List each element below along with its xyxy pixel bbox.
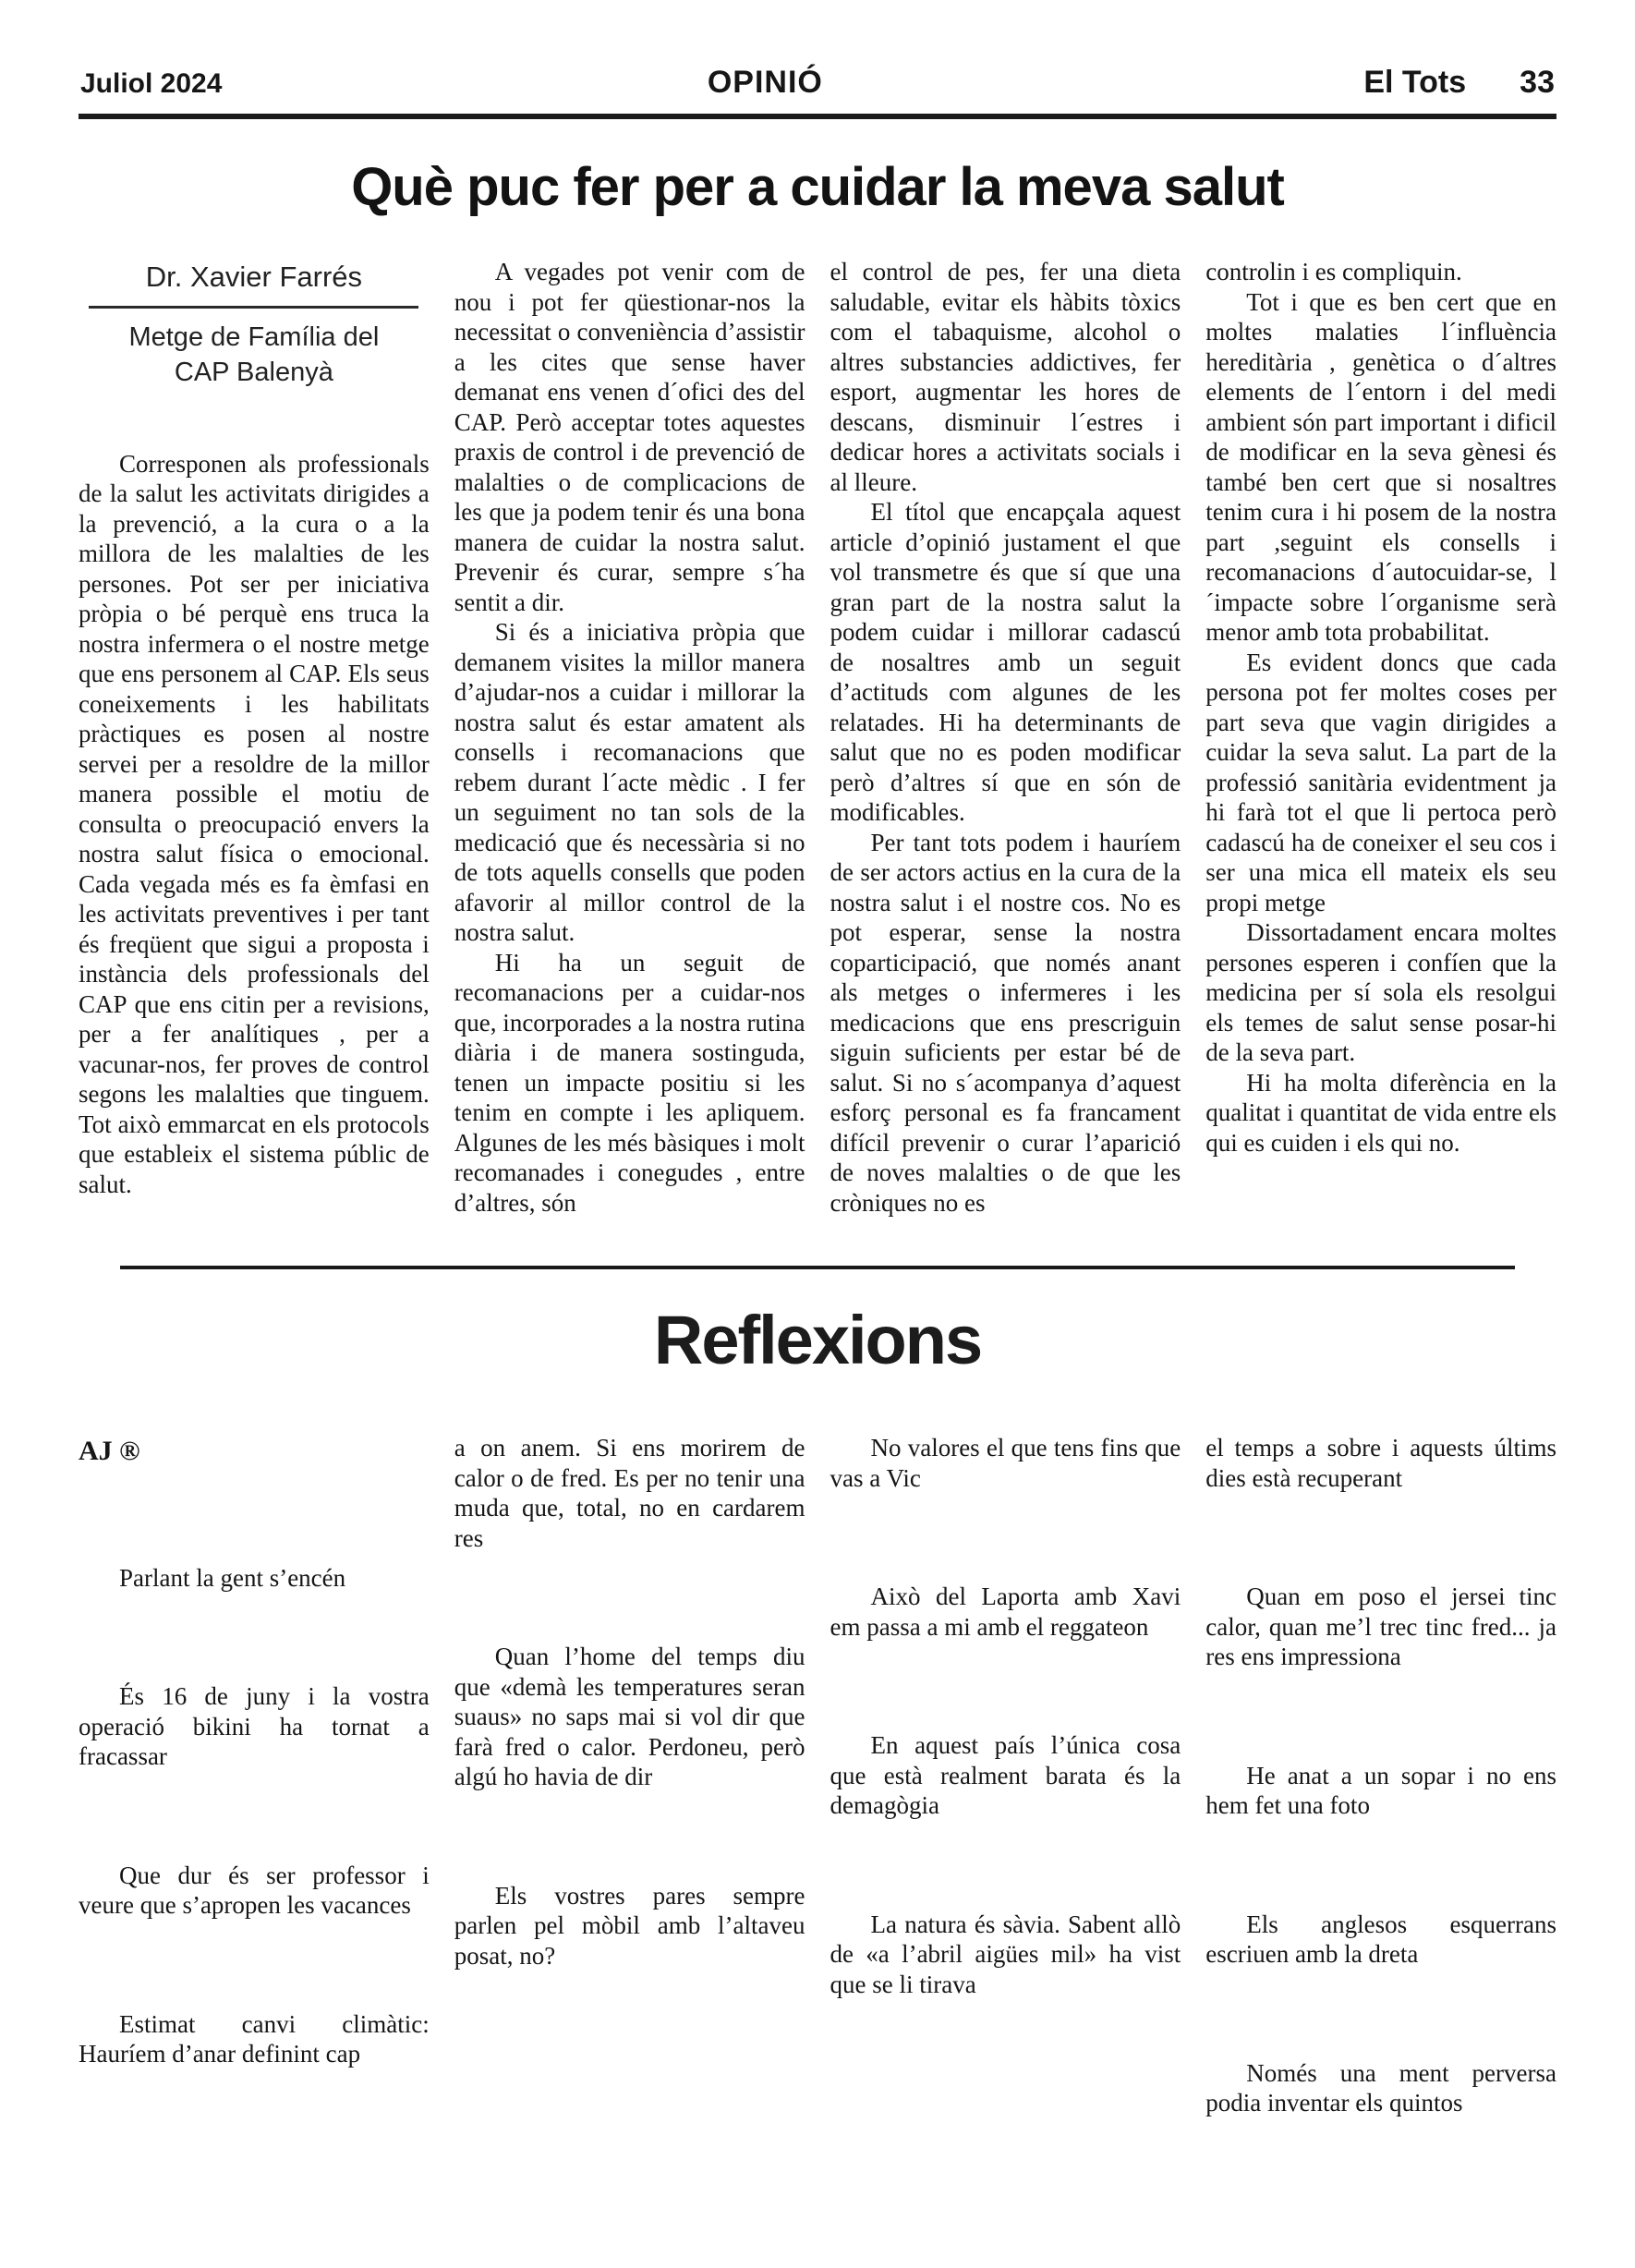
reflexions-column-3 — [830, 1433, 1181, 2207]
reflexion-item: Quan em poso el jersei tinc calor, quan me’l trec tinc fred... ja res ens impressiona — [1205, 1583, 1556, 1670]
reflexions-body — [79, 1433, 1556, 2207]
article-title: Què puc fer per a cuidar la meva salut — [351, 157, 1284, 217]
section-divider-rule — [120, 1266, 1515, 1269]
article-body — [79, 257, 1556, 1218]
reflexions-column-1 — [79, 1433, 430, 2207]
article-paragraph: El títol que encapçala aquest article d’opinió justament el que vol transmetre és que sí que una gran part de la nostra salut la podem cuidar i millorar cadascú de nosaltres amb un seguit d’actituds com algunes de les relatades. Hi ha determinants de salut que no es poden modificar però d’altres sí que en són de modificables. — [830, 498, 1181, 826]
publication-name: El Tots — [1363, 65, 1467, 100]
reflexion-item: Només una ment perversa podia inventar els quintos — [1205, 2058, 1556, 2116]
reflexion-item: Estimat canvi climàtic: Hauríem d’anar definint cap — [79, 2009, 430, 2068]
reflexion-item: el temps a sobre i aquests últims dies està recuperant — [1205, 1434, 1556, 1492]
article-paragraph: Es evident doncs que cada persona pot fer moltes coses per part seva que vagin dirigides a cuidar la seva salut. La part de la professió sanitària evidentment ja hi farà tot el que li pertoca però cadascú ha de coneixer el seu cos i ser una mica ell mateix els seu propi metge — [1205, 648, 1556, 916]
article-paragraph: Corresponen als professionals de la salut les activitats dirigides a la prevenció, a la cura o a la millora de les malalties de les persones. Pot ser per iniciativa pròpia o bé perquè ens truca la nostra infermera o el nostre metge que ens personem al CAP. Els seus coneixements i les habilitats pràctiques es posen al nostre servei per a resoldre de la millor manera possible el motiu de consulta o preocupació envers la nostra salut física o emocional. Cada vegada més es fa èmfasi en les activitats preventives i per tant és freqüent que sigui a proposta i instància dels professionals del CAP que ens citin per a revisions, per a fer analítiques , per a vacunar-nos, fer proves de control segons les malalties que tinguem. Tot això emmarcat en els protocols que estableix el sistema públic de salut. — [79, 449, 430, 1198]
article-paragraph: el control de pes, fer una dieta saludable, evitar els hàbits tòxics com el tabaquisme, alcohol o altres substancies addictives, fer esport, augmentar les hores de descans, disminuir l´estres i dedicar hores a activitats socials i al lleure. — [830, 258, 1181, 496]
article-paragraph: Per tant tots podem i hauríem de ser actors actius en la cura de la nostra salut i el nostre cos. No es pot esperar, sense la nostra coparticipació, que només anant als metges o infermeres i les medicacions que ens prescriguin siguin suficients per estar bé de salut. Si no s´acompanya d’aquest esforç personal es fa francament difícil prevenir o curar l’aparició de noves malalties o de que les cròniques no es — [830, 828, 1181, 1217]
article-paragraph: controlin i es compliquin. — [1205, 258, 1462, 285]
article-column-3 — [830, 257, 1181, 1218]
section-title: OPINIÓ — [707, 65, 823, 100]
header-rule — [79, 114, 1556, 119]
reflexion-item: Que dur és ser professor i veure que s’apropen les vacances — [79, 1861, 430, 1919]
page-header — [79, 65, 1556, 101]
publication-block — [1363, 65, 1555, 101]
article-paragraph: Hi ha un seguit de recomanacions per a cuidar-nos que, incorporades a la nostra rutina diària i de manera sostinguda, tenen un impacte positiu si les tenim en compte i les apliquem. Algunes de les més bàsiques i molt recomanades i conegudes , entre d’altres, són — [454, 948, 805, 1217]
reflexions-column-4 — [1205, 1433, 1556, 2207]
article-byline — [79, 262, 430, 390]
author-role: Metge de Família del CAP Balenyà — [128, 321, 380, 387]
reflexion-item: Quan l’home del temps diu que «demà les temperatures seran suaus» no saps mai si vol dir que farà fred o calor. Perdoneu, però algú ho havia de dir — [454, 1643, 805, 1790]
reflexion-item: He anat a un sopar i no ens hem fet una foto — [1205, 1761, 1556, 1819]
reflexions-title: Reflexions — [653, 1302, 982, 1378]
reflexion-item: És 16 de juny i la vostra operació bikini ha tornat a fracassar — [79, 1682, 430, 1770]
reflexion-item: Els anglesos esquerrans escriuen amb la dreta — [1205, 1910, 1556, 1968]
author-name: Dr. Xavier Farrés — [145, 261, 363, 293]
article-column-4 — [1205, 257, 1556, 1218]
article-paragraph: Hi ha molta diferència en la qualitat i quantitat de vida entre els qui es cuiden i els qui no. — [1205, 1068, 1556, 1157]
page-number: 33 — [1520, 65, 1555, 100]
article-paragraph: Tot i que es ben cert que en moltes malaties l´influència hereditària , genètica o d´altres elements de l´entorn i del medi ambient són part important i dificil de modificar en la seva gènesi és també ben cert que si nosaltres tenim cura i hi posem de la nostra part ,seguint els consells i recomanacions d´autocuidar-se, l´impacte sobre l´organisme serà menor amb tota probabilitat. — [1205, 287, 1556, 646]
issue-date: Juliol 2024 — [80, 68, 223, 99]
article-paragraph: A vegades pot venir com de nou i pot fer qüestionar-nos la necessitat o conveniència d’assistir a les cites que sense haver demanat ens venen d´ofici des del CAP. Però acceptar totes aquestes praxis de control i de prevenció de malalties o de complicacions de les que ja podem tenir és una bona manera de cuidar la nostra salut. Prevenir és curar, sempre s´ha sentit a dir. — [454, 258, 805, 616]
reflexion-item: Això del Laporta amb Xavi em passa a mi amb el reggateon — [830, 1583, 1181, 1641]
reflexion-item: En aquest país l’única cosa que està realment barata és la demagògia — [830, 1731, 1181, 1819]
reflexion-item: La natura és sàvia. Sabent allò de «a l’abril aigües mil» ha vist que se li tirava — [830, 1910, 1181, 1998]
reflexion-item: Parlant la gent s’encén — [119, 1563, 346, 1592]
article-column-1 — [79, 257, 430, 1218]
reflexion-item: a on anem. Si ens morirem de calor o de fred. Es per no tenir una muda que, total, no en cardarem res — [454, 1434, 805, 1552]
reflexion-item: No valores el que tens fins que vas a Vic — [830, 1434, 1181, 1492]
reflexions-byline: AJ ® — [79, 1436, 140, 1466]
reflexions-column-2 — [454, 1433, 805, 2207]
article-paragraph: Si és a iniciativa pròpia que demanem visites la millor manera d’ajudar-nos a cuidar i millorar la nostra salut és estar amatent als consells i recomanacions que rebem durant l´acte mèdic . I fer un seguiment no tan sols de la medicació que és necessària si no de tots aquells consells que poden afavorir al millor control de la nostra salut. — [454, 618, 805, 946]
reflexion-item: Els vostres pares sempre parlen pel mòbil amb l’altaveu posat, no? — [454, 1881, 805, 1970]
article-column-2 — [454, 257, 805, 1218]
article-paragraph: Dissortadament encara moltes persones esperen i confíen que la medicina per sí sola els resolgui els temes de salut sense posar-hi de la seva part. — [1205, 918, 1556, 1066]
byline-divider — [89, 306, 418, 309]
